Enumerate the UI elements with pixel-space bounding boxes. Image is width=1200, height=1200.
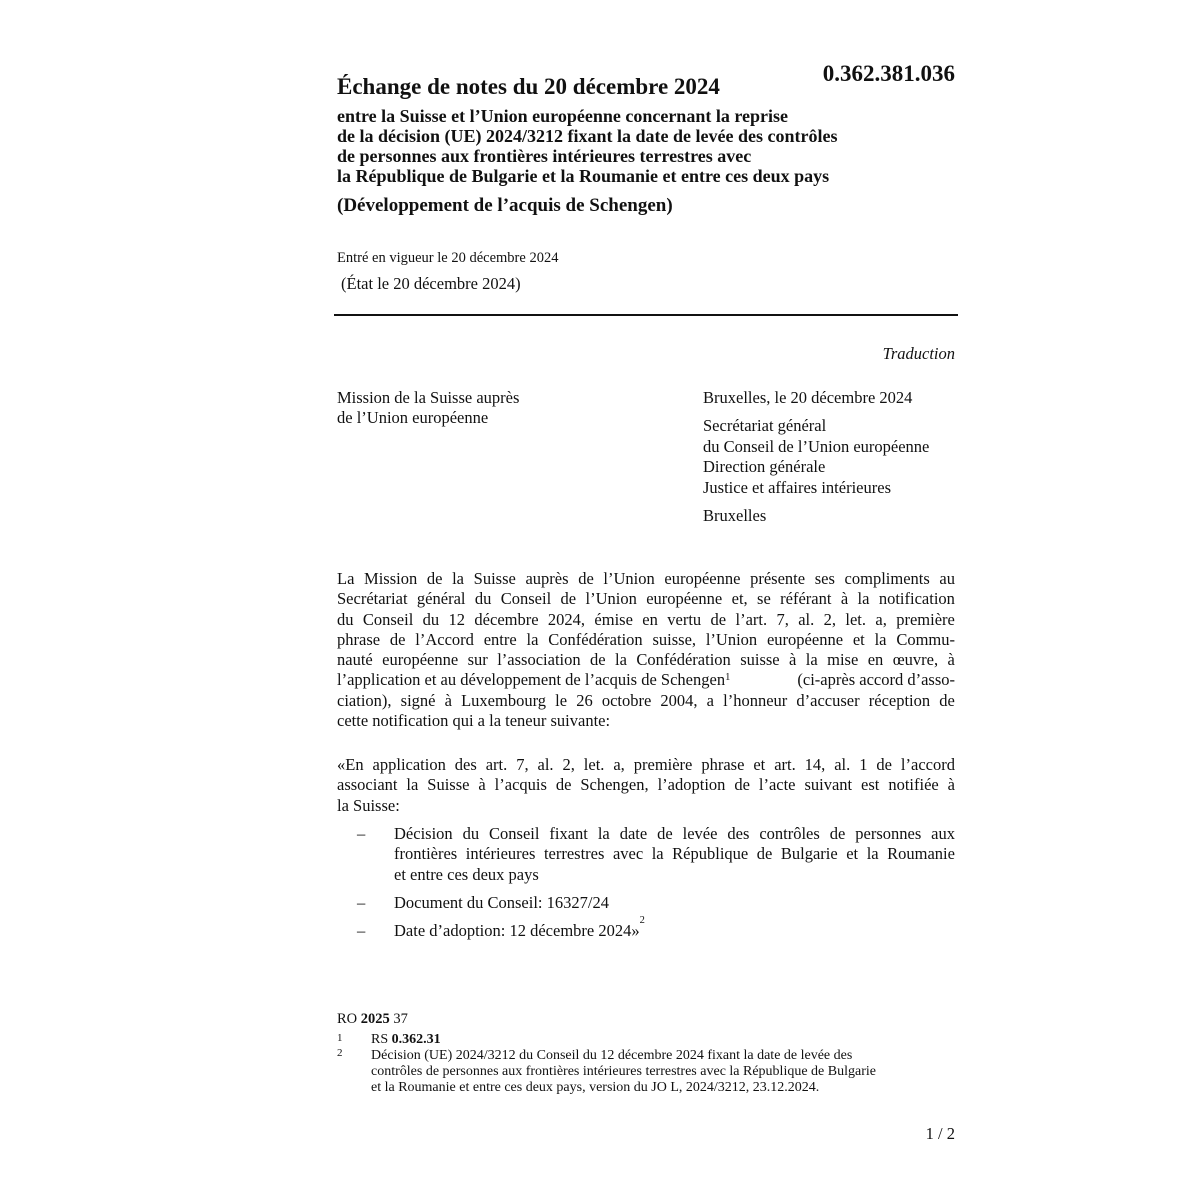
word: Bulgarie xyxy=(780,844,838,864)
word: et xyxy=(852,629,865,649)
word: aux xyxy=(931,824,955,843)
sender-block xyxy=(337,388,667,428)
word: suivant xyxy=(804,775,853,795)
word: général xyxy=(416,589,466,609)
word: levée xyxy=(682,824,718,843)
word: let. xyxy=(583,755,605,774)
recipient-line: du Conseil de l’Union européenne xyxy=(703,436,930,456)
paragraph-line xyxy=(337,691,955,711)
word: du xyxy=(462,824,480,843)
word: l’accord xyxy=(900,755,955,774)
document-title: Échange de notes du 20 décembre 2024 xyxy=(337,74,720,99)
word: associant xyxy=(337,775,398,795)
word: a xyxy=(706,690,714,710)
word: première xyxy=(896,609,955,629)
word: al. xyxy=(798,609,815,629)
word: européenne xyxy=(766,629,844,649)
word: réception xyxy=(868,690,931,710)
word: le xyxy=(555,690,568,710)
paragraph-line xyxy=(337,630,955,650)
footnote-number: 1 xyxy=(337,1032,343,1044)
subtitle-line: de la décision (UE) 2024/3212 fixant la date de levée des contrôles xyxy=(337,126,838,146)
word: signé xyxy=(400,690,436,710)
list-item xyxy=(394,824,955,885)
document-subtitle xyxy=(337,106,957,186)
word: de xyxy=(426,569,443,588)
word: date xyxy=(619,824,648,843)
sender-line: de l’Union européenne xyxy=(337,408,489,427)
word: à xyxy=(947,650,955,670)
word: Roumanie xyxy=(887,844,955,864)
word: 14, xyxy=(804,755,826,774)
word: notification xyxy=(878,589,955,609)
word: l’association xyxy=(497,650,581,670)
word: République xyxy=(672,844,749,864)
word: phrase xyxy=(337,629,381,649)
word: vertu xyxy=(667,609,702,629)
word: Conseil xyxy=(489,824,540,843)
word: l’adoption xyxy=(657,775,726,795)
word: suisse xyxy=(740,650,780,670)
footnote-reference[interactable]: 1 xyxy=(725,672,731,684)
ro-year: 2025 xyxy=(360,1011,390,1027)
word: let. xyxy=(845,609,867,629)
word: l’Union xyxy=(705,629,758,649)
word: européenne xyxy=(664,569,741,588)
word: La xyxy=(337,569,355,588)
quote-line: la Suisse: xyxy=(337,795,400,815)
word: de xyxy=(876,755,892,774)
footnote-number: 2 xyxy=(337,1047,343,1059)
list-item-text: Date d’adoption: 12 décembre 2024» xyxy=(394,921,640,940)
word: du xyxy=(422,609,440,629)
word: la xyxy=(452,569,465,588)
word: 2024, xyxy=(547,609,586,629)
word: 7, xyxy=(516,755,529,774)
word: frontières xyxy=(394,844,458,864)
body-paragraph xyxy=(337,569,955,731)
list-item xyxy=(394,915,955,941)
word: l’Union xyxy=(603,569,655,588)
quote-line xyxy=(337,775,955,795)
word: émise xyxy=(594,609,633,629)
word: au xyxy=(939,569,955,588)
subtitle-line: de personnes aux frontières intérieures terrestres avec xyxy=(337,146,752,166)
header-divider xyxy=(334,314,958,316)
place-date: Bruxelles, le 20 décembre 2024 xyxy=(703,388,913,407)
word: ses xyxy=(814,569,835,588)
word: de xyxy=(939,690,955,710)
footnote-bold-ref: 0.362.31 xyxy=(391,1032,441,1047)
word: l’honneur xyxy=(723,690,788,710)
word: en xyxy=(867,650,884,670)
subtitle-line: entre la Suisse et l’Union européenne concernant la reprise xyxy=(337,106,788,126)
footnote-prefix: RS xyxy=(371,1032,392,1047)
word: première xyxy=(633,755,693,774)
list-item-line: et entre ces deux pays xyxy=(394,864,539,884)
word: fixant xyxy=(549,824,588,843)
word: Décision xyxy=(394,824,453,843)
word: à xyxy=(947,775,955,795)
word: al. xyxy=(537,755,554,774)
word: 2, xyxy=(823,609,837,629)
word: phrase xyxy=(701,755,745,774)
word: Conseil xyxy=(500,589,552,609)
word: à xyxy=(478,775,486,795)
word: du xyxy=(337,609,354,629)
word: à xyxy=(789,650,797,670)
status-date: (État le 20 décembre 2024) xyxy=(341,274,521,293)
word: l’art. xyxy=(735,609,768,629)
word: avec xyxy=(612,844,644,864)
word: octobre xyxy=(601,690,652,710)
word: 12 xyxy=(448,609,466,629)
paragraph-line xyxy=(337,569,955,589)
paragraph-segment: l’application et au développement de l’acquis de Schengen xyxy=(337,670,726,690)
word: 1 xyxy=(859,755,868,774)
word: l’acte xyxy=(758,775,796,795)
paragraph-line xyxy=(337,670,955,690)
word: est xyxy=(861,775,880,795)
word: à xyxy=(840,589,849,609)
paragraph-segment: (ci-après accord d’asso- xyxy=(797,670,955,690)
list-item-line xyxy=(394,844,955,864)
page-number: 1 / 2 xyxy=(925,1124,955,1143)
ro-prefix: RO xyxy=(337,1011,361,1027)
word: du xyxy=(474,589,492,609)
footnote-text xyxy=(371,1048,955,1096)
word: 2, xyxy=(562,755,575,774)
recipient-line: Secrétariat général xyxy=(703,416,827,435)
word: entre xyxy=(483,629,517,649)
quote-line xyxy=(337,755,955,775)
word: la xyxy=(615,650,627,670)
word: d’accuser xyxy=(796,690,860,710)
word: application xyxy=(372,755,446,774)
recipient-line: Justice et affaires intérieures xyxy=(703,477,891,497)
footnote-line xyxy=(371,1032,955,1048)
ro-reference xyxy=(337,1010,408,1028)
word: sur xyxy=(467,650,488,670)
word: Conseil xyxy=(362,609,414,629)
recipient-city: Bruxelles xyxy=(703,506,767,525)
word: Mission xyxy=(364,569,418,588)
word: en xyxy=(642,609,658,629)
word: européenne xyxy=(646,589,723,609)
sr-number: 0.362.381.036 xyxy=(822,61,955,86)
word: de xyxy=(389,629,406,649)
word: al. xyxy=(834,755,851,774)
word: art. xyxy=(774,755,796,774)
word: 7, xyxy=(776,609,789,629)
word: de xyxy=(590,650,606,670)
word: «En xyxy=(337,755,364,774)
word: Confédération xyxy=(548,629,643,649)
word: se xyxy=(757,589,771,609)
footnote-line: contrôles de personnes aux frontières intérieures terrestres avec la République de Bulgarie xyxy=(371,1064,876,1079)
word: présente xyxy=(750,569,806,588)
subtitle-line: la République de Bulgarie et la Roumanie et entre ces deux pays xyxy=(337,166,830,186)
word: a, xyxy=(875,609,887,629)
paragraph-line: cette notification qui a la teneur suivante: xyxy=(337,711,611,731)
word: de xyxy=(756,844,773,864)
word: l’acquis xyxy=(494,775,547,795)
word: de xyxy=(560,589,577,609)
word: 26 xyxy=(576,690,593,710)
word: mise xyxy=(827,650,859,670)
footnote-reference[interactable]: 2 xyxy=(639,915,645,926)
entry-into-force: Entré en vigueur le 20 décembre 2024 xyxy=(337,250,559,266)
word: la xyxy=(866,844,879,864)
word: de xyxy=(578,569,594,588)
word: Confédération xyxy=(636,650,731,670)
word: la xyxy=(857,589,870,609)
schengen-development-note: (Développement de l’acquis de Schengen) xyxy=(337,195,673,216)
translation-label: Traduction xyxy=(882,344,955,363)
word: a, xyxy=(613,755,625,774)
word: personnes xyxy=(855,824,922,843)
word: des xyxy=(454,755,477,774)
word: œuvre, xyxy=(892,650,939,670)
ro-page: 37 xyxy=(389,1011,408,1027)
word: terrestres xyxy=(543,844,605,864)
word: compliments xyxy=(844,569,930,588)
recipient-block xyxy=(703,416,929,498)
paragraph-line xyxy=(337,650,955,670)
word: de xyxy=(734,775,750,795)
word: Suisse xyxy=(473,569,516,588)
footnote-line: et la Roumanie et entre ces deux pays, version du JO L, 2024/3212, 23.12.2024. xyxy=(371,1080,820,1095)
word: européenne xyxy=(382,650,459,670)
word: la xyxy=(597,824,610,843)
word: et xyxy=(753,755,766,774)
word: Secrétariat xyxy=(337,589,408,609)
word: la xyxy=(406,775,419,795)
word: intérieures xyxy=(465,844,536,864)
word: la xyxy=(651,844,664,864)
footnote-text xyxy=(371,1032,955,1048)
word: ciation), xyxy=(337,690,392,710)
paragraph-line xyxy=(337,589,955,609)
list-dash: – xyxy=(357,893,366,912)
word: de xyxy=(555,775,572,795)
word: de xyxy=(657,824,673,843)
word: des xyxy=(727,824,750,843)
word: notifiée xyxy=(888,775,939,795)
list-dash: – xyxy=(357,824,366,843)
word: Luxembourg xyxy=(461,690,547,710)
word: la xyxy=(805,650,818,670)
word: la xyxy=(874,629,887,649)
word: la xyxy=(526,629,539,649)
list-dash: – xyxy=(357,921,366,940)
word: décembre xyxy=(474,609,539,629)
list-item-line xyxy=(394,824,955,844)
word: et, xyxy=(731,589,748,609)
word: Suisse xyxy=(427,775,470,795)
word: art. xyxy=(485,755,508,774)
word: suisse, xyxy=(652,629,697,649)
word: Schengen, xyxy=(580,775,649,795)
word: auprès xyxy=(525,569,569,588)
word: et xyxy=(846,844,859,864)
word: nauté xyxy=(337,650,373,670)
word: l’Accord xyxy=(415,629,474,649)
word: de xyxy=(710,609,727,629)
footnote-line: Décision (UE) 2024/3212 du Conseil du 12 décembre 2024 fixant la date de levée des xyxy=(371,1048,853,1063)
word: de xyxy=(829,824,846,843)
word: référant xyxy=(780,589,832,609)
recipient-line: Direction générale xyxy=(703,457,826,476)
word: l’Union xyxy=(585,589,637,609)
word: 2004, xyxy=(660,690,698,710)
paragraph-line xyxy=(337,610,955,630)
word: à xyxy=(444,690,452,710)
quoted-notification xyxy=(337,755,955,816)
word: contrôles xyxy=(759,824,820,843)
sender-line: Mission de la Suisse auprès xyxy=(337,388,520,407)
word: Commu- xyxy=(896,629,955,649)
list-item-line xyxy=(394,915,955,941)
list-item xyxy=(394,893,955,913)
list-item-line: Document du Conseil: 16327/24 xyxy=(394,893,609,912)
